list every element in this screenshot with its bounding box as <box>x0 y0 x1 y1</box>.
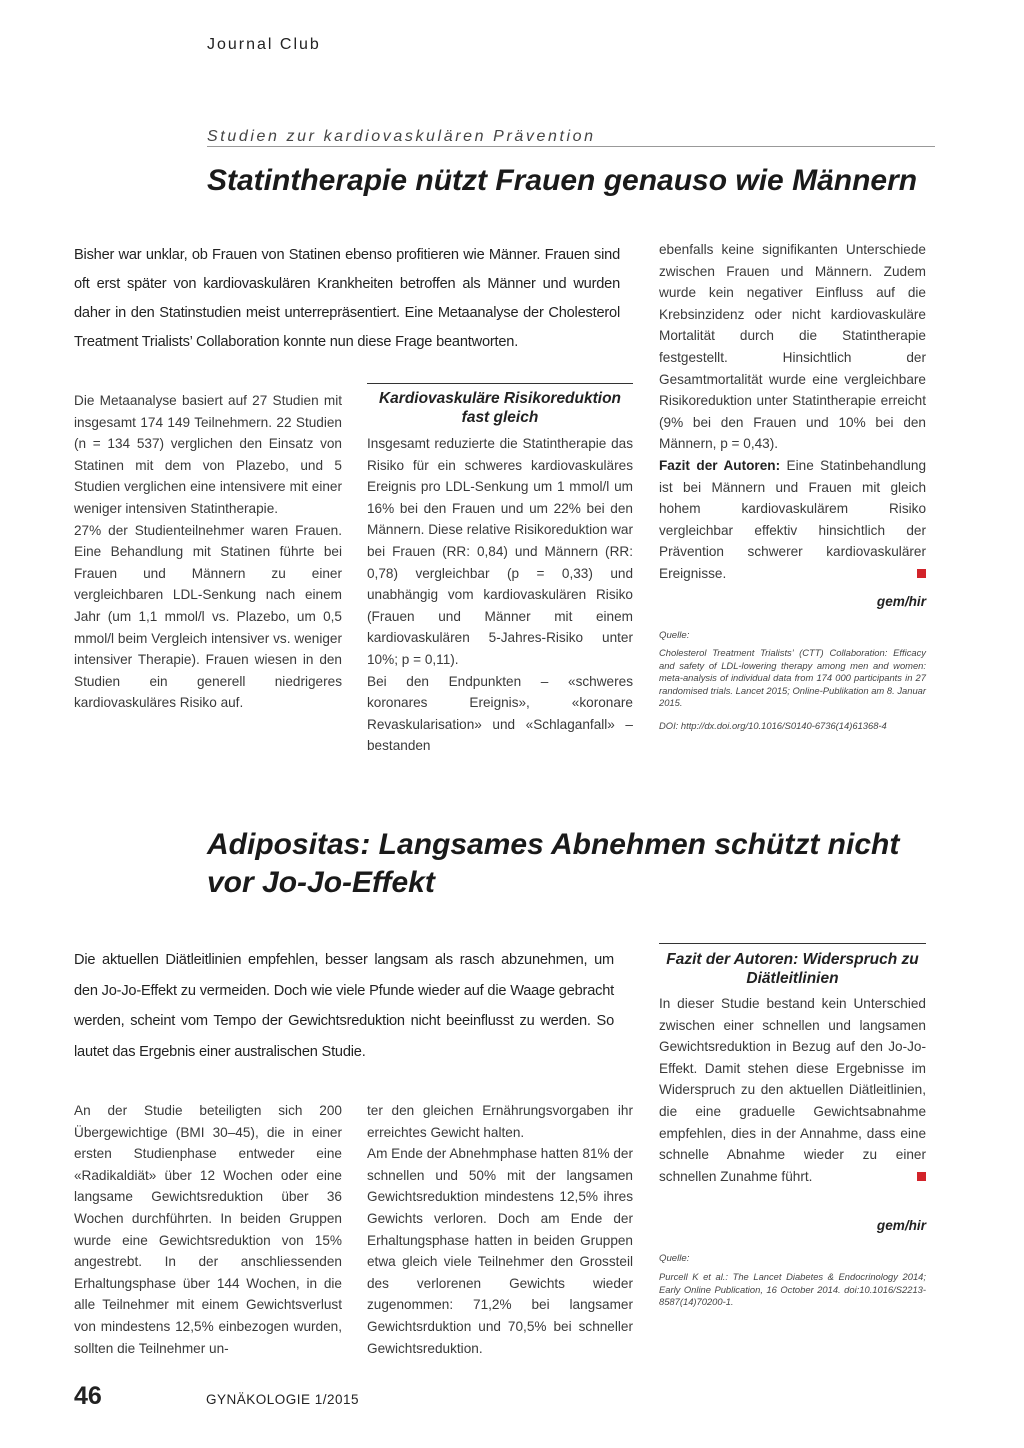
article1-source-label: Quelle: <box>659 630 690 641</box>
end-mark-icon <box>917 569 926 578</box>
article2-lead: Die aktuellen Diätleitlinien empfehlen, besser langsam als rasch abzunehmen, um den Jo-Jo-Effekt zu vermeiden. Doch wie viele Pfunde wieder auf die Waage gebracht werden, scheint vom Tempo der Gewichtsreduktion nicht beeinflusst zu werden. So lautet das Ergebnis einer australischen Studie. <box>74 952 614 1060</box>
article1-kicker: Studien zur kardiovaskulären Prävention <box>207 128 596 145</box>
article2-source-label: Quelle: <box>659 1253 690 1264</box>
article1-col3-paragraph-1: ebenfalls keine signifikanten Unterschiede zwischen Frauen und Männern. Zudem wurde kein negativer Einfluss auf die Krebsinzidenz oder nicht kardiovaskuläre Mortalität durch die Statintherapie festgestellt. Hinsichtlich der Gesamtmortalität wurde eine vergleichbare Risikoreduktion unter Statintherapie erreicht (9% bei den Frauen und 10% bei den Männern, p = 0,43). <box>659 242 926 452</box>
article1-column-2 <box>367 433 633 757</box>
section-header: Journal Club <box>207 36 321 53</box>
article2-column-1 <box>74 1100 342 1359</box>
article2-title-line-1: Adipositas: Langsames Abnehmen schützt nicht <box>207 828 900 861</box>
article1-doi: DOI: http://dx.doi.org/10.1016/S0140-6736(14)61368-4 <box>659 720 887 731</box>
article2-subheading: Fazit der Autoren: Widerspruch zu Diätleitlinien <box>666 951 919 987</box>
article2-column-2 <box>367 1100 633 1359</box>
article1-col2-paragraph-2: Bei den Endpunkten – «schweres koronares Ereignis», «koronare Revaskularisation» und «Schlaganfall» – bestanden <box>367 673 633 754</box>
article2-signature: gem/hir <box>876 1218 926 1233</box>
article1-lead: Bisher war unklar, ob Frauen von Statinen ebenso profitieren wie Männer. Frauen sind oft erst später von kardiovaskulären Krankheiten betroffen als Männer und wurden daher in den Statinstudien meist unterrepräsentiert. Eine Metaanalyse der Cholesterol Treatment Trialists’ Collaboration konnte nun diese Frage beantworten. <box>74 247 620 350</box>
subhead-rule-2 <box>659 943 926 944</box>
article2-col2-paragraph-1: ter den gleichen Ernährungsvorgaben ihr erreichtes Gewicht halten. <box>367 1103 633 1140</box>
article1-col1-paragraph-2: 27% der Studienteilnehmer waren Frauen. Eine Behandlung mit Statinen führte bei Frauen und Männern zu einer vergleichbaren LDL-Senkung nach einem Jahr (um 1,1 mmol/l vs. Plazebo, um 0,5 mmol/l beim Vergleich intensiver vs. weniger intensiver Therapie). Frauen wiesen in den Studien ein generell niedrigeres kardiovaskuläres Risiko auf. <box>74 522 342 711</box>
article1-signature: gem/hir <box>876 594 926 609</box>
subhead-rule <box>367 383 633 384</box>
article1-col1-paragraph-1: Die Metaanalyse basiert auf 27 Studien mit insgesamt 174 149 Teilnehmern. 22 Studien (n = 134 537) verglichen den Einsatz von Statinen mit dem von Plazebo, und 5 Studien verglichen eine intensivere mit einer weniger intensiven Statintherapie. <box>74 393 342 516</box>
article1-column-3 <box>659 239 926 585</box>
article1-col2-paragraph-1: Insgesamt reduzierte die Statintherapie das Risiko für ein schweres kardiovaskuläres Ereignis pro LDL-Senkung um 1 mmol/l um 16% bei den Frauen und um 22% bei den Männern. Diese relative Risikoreduktion war bei Frauen (RR: 0,84) und Männern (RR: 0,78) vergleichbar (p = 0,33) und unabhängig vom kardiovaskulären Risiko (Frauen und Männer mit einem kardiovaskulären 5-Jahres-Risiko unter 10%; p = 0,11). <box>367 436 633 667</box>
article1-title: Statintherapie nützt Frauen genauso wie Männern <box>207 164 918 197</box>
article2-col2-paragraph-2: Am Ende der Abnehmphase hatten 81% der schnellen und 50% mit der langsamen Gewichtsreduktion mindestens 12,5% ihres Gewichts verloren. Doch am Ende der Erhaltungsphase hatten in beiden Gruppen etwa gleich viele Teilnehmer den Grossteil des verlorenen Gewichts wieder zugenommen: 71,2% bei langsamer Gewichtsrduktion und 70,5% bei schneller Gewichtsreduktion. <box>367 1146 634 1356</box>
journal-name: GYNÄKOLOGIE 1/2015 <box>206 1392 360 1407</box>
fazit-label: Fazit der Autoren: <box>659 457 781 473</box>
article2-title-line-2: vor Jo-Jo-Effekt <box>207 866 435 899</box>
article2-column-3 <box>659 993 926 1187</box>
article1-column-1 <box>74 390 342 714</box>
kicker-divider <box>207 146 935 147</box>
article2-col3-text: In dieser Studie bestand kein Unterschied zwischen einer schnellen und langsamen Gewichtsreduktion in Bezug auf den Jo-Jo-Effekt. Damit stehen diese Ergebnisse im Widerspruch zu den aktuellen Diätleitlinien, die eine graduelle Gewichtsabnahme empfehlen, dies in der Annahme, dass eine schnelle Abnahme wieder zu einer schnellen Zunahme führt. <box>659 996 926 1184</box>
article2-col1-paragraph-1: An der Studie beteiligten sich 200 Übergewichtige (BMI 30–45), die in einer ersten Studienphase entweder eine «Radikaldiät» über 12 Wochen oder eine langsame Gewichtsreduktion über 36 Wochen durchführten. In beiden Gruppen wurde eine Gewichtsreduktion von 15% angestrebt. In der anschliessenden Erhaltungsphase über 144 Wochen, in die alle Teilnehmer mit einem Gewichtsverlust von mindestens 12,5% einbezogen wurden, sollten die Teilnehmer un- <box>74 1103 342 1356</box>
article2-col3-paragraph-1 <box>659 993 926 1187</box>
page-number: 46 <box>74 1382 102 1410</box>
end-mark-icon <box>917 1172 926 1181</box>
article1-col3-fazit <box>659 455 926 585</box>
fazit-text: Eine Statinbehandlung ist bei Männern und Frauen mit gleich hohem kardiovaskulärem Risiko vergleichbar effektiv hinsichtlich der Prävention schwerer kardiovaskulärer Ereignisse. <box>659 457 927 581</box>
article1-subheading: Kardiovaskuläre Risikoreduktion fast gleich <box>378 390 622 426</box>
article1-source: Cholesterol Treatment Trialists’ (CTT) Collaboration: Efficacy and safety of LDL-lowering therapy among men and women: meta-analysis of individual data from 174 000 participants in 27 randomised trials. Lancet 2015; Online-Publikation am 8. Januar 2015. <box>659 647 926 709</box>
article2-source: Purcell K et al.: The Lancet Diabetes & Endocrinology 2014; Early Online Publication, 16 October 2014. doi:10.1016/S2213-8587(14)70200-1. <box>659 1271 926 1308</box>
